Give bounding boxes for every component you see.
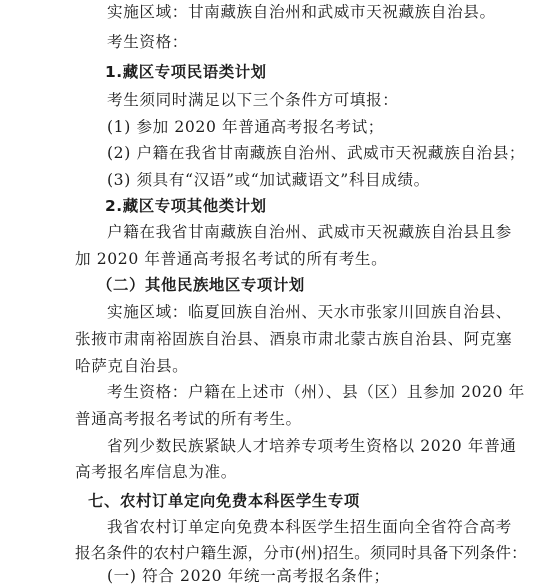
text-line: (1) 参加 2020 年普通高考报名考试； [107, 118, 384, 136]
text-line: 实施区域：临夏回族自治州、天水市张家川回族自治县、 [107, 303, 512, 321]
text-line: 考生资格： [107, 33, 188, 51]
text-line: (2) 户籍在我省甘南藏族自治州、武威市天祝藏族自治县； [107, 144, 526, 162]
text-line: (一) 符合 2020 年统一高考报名条件； [107, 567, 390, 585]
section-heading: 1.藏区专项民语类计划 [105, 63, 267, 81]
text-line: 报名条件的农村户籍生源，分市(州)招生。须同时具备下列条件： [75, 544, 527, 562]
text-line: 考生资格：户籍在上述市（州）、县（区）且参加 2020 年 [107, 383, 525, 401]
section-heading: （二）其他民族地区专项计划 [97, 276, 305, 294]
text-line: 普通高考报名考试的所有考生。 [75, 410, 302, 428]
chapter-heading: 七、农村订单定向免费本科医学生专项 [88, 492, 360, 510]
text-line: 省列少数民族紧缺人才培养专项考生资格以 2020 年普通 [107, 437, 517, 455]
text-line: 高考报名库信息为准。 [75, 463, 237, 481]
text-line: (3) 须具有“汉语”或“加试藏语文”科目成绩。 [107, 171, 430, 189]
text-line: 张掖市肃南裕固族自治县、酒泉市肃北蒙古族自治县、阿克塞 [75, 330, 513, 348]
text-line: 我省农村订单定向免费本科医学生招生面向全省符合高考 [107, 518, 512, 536]
section-heading: 2.藏区专项其他类计划 [105, 197, 267, 215]
text-line: 加 2020 年普通高考报名考试的所有考生。 [75, 250, 388, 268]
text-line: 户籍在我省甘南藏族自治州、武威市天祝藏族自治县且参 [107, 223, 512, 241]
text-line: 实施区域：甘南藏族自治州和武威市天祝藏族自治县。 [107, 3, 496, 21]
text-line: 哈萨克自治县。 [75, 357, 189, 375]
text-line: 考生须同时满足以下三个条件方可填报： [107, 91, 399, 109]
